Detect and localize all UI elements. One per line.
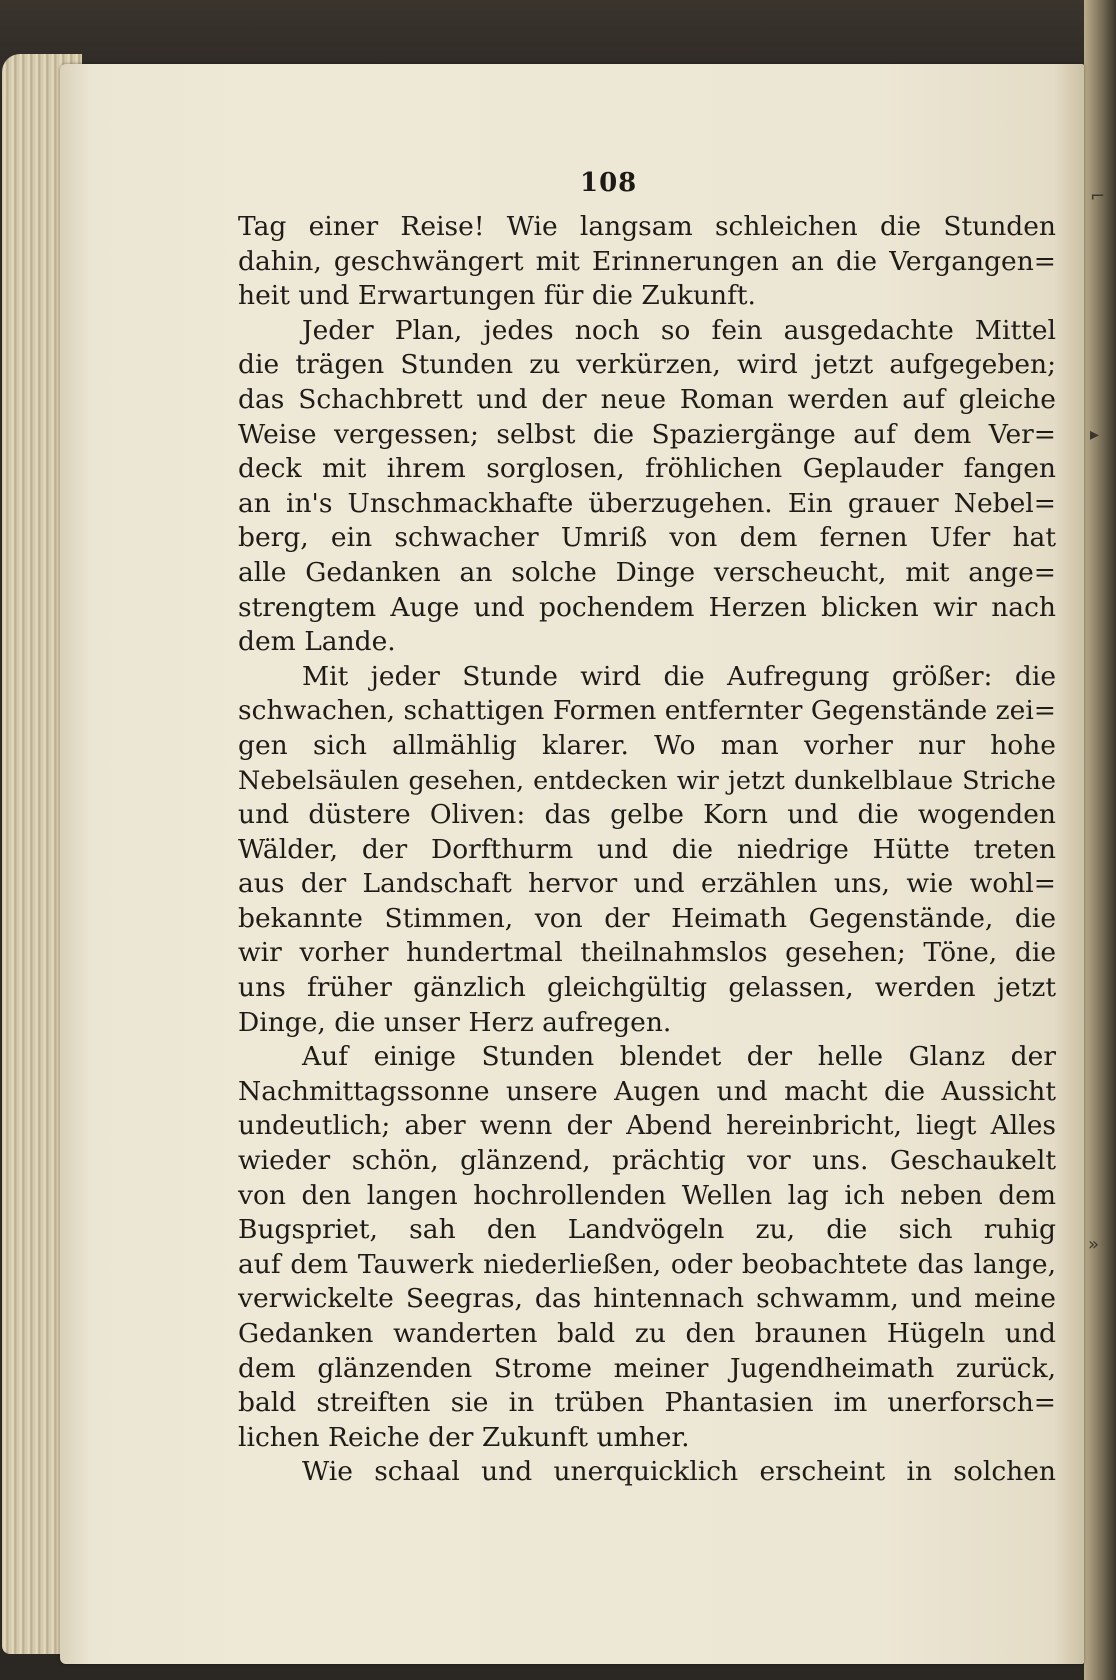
text-line: heit und Erwartungen für die Zukunft. <box>238 280 756 312</box>
text-line: an in's Unschmackhafte überzugehen. Ein grauer Nebel= <box>238 487 1056 519</box>
text-line: gen sich allmählig klarer. Wo man vorher nur hohe <box>238 729 1056 761</box>
body-text <box>238 210 1056 1490</box>
page-number: 108 <box>580 168 638 198</box>
text-line: bald streiften sie in trüben Phantasien im unerforsch= <box>238 1387 1056 1419</box>
margin-mark: ▸ <box>1090 424 1100 445</box>
text-line: Mit jeder Stunde wird die Aufregung größer: die <box>302 660 1056 692</box>
text-line: Bugspriet, sah den Landvögeln zu, die sich ruhig <box>238 1214 1056 1246</box>
text-line: undeutlich; aber wenn der Abend hereinbricht, liegt Alles <box>238 1110 1056 1142</box>
text-line: Nebelsäulen gesehen, entdecken wir jetzt dunkelblaue Striche <box>238 765 1056 796</box>
text-line: deck mit ihrem sorglosen, fröhlichen Geplauder fangen <box>238 453 1056 485</box>
text-line: von den langen hochrollenden Wellen lag ich neben dem <box>238 1179 1056 1211</box>
text-line: wir vorher hundertmal theilnahmslos gesehen; Töne, die <box>238 937 1056 969</box>
text-line: lichen Reiche der Zukunft umher. <box>238 1421 690 1453</box>
text-line: Tag einer Reise! Wie langsam schleichen die Stunden <box>238 211 1056 242</box>
text-line: berg, ein schwacher Umriß von dem fernen Ufer hat <box>238 522 1056 554</box>
text-line: Auf einige Stunden blendet der helle Glanz der <box>302 1041 1056 1073</box>
text-line: Jeder Plan, jedes noch so fein ausgedachte Mittel <box>302 314 1056 346</box>
text-line: uns früher gänzlich gleichgültig gelassen, werden jetzt <box>238 972 1056 1004</box>
text-line: alle Gedanken an solche Dinge verscheucht, mit ange= <box>238 556 1056 588</box>
text-line: Nachmittagssonne unsere Augen und macht die Aussicht <box>238 1075 1056 1107</box>
text-line: Weise vergessen; selbst die Spaziergänge auf dem Ver= <box>238 418 1056 450</box>
text-line: dem glänzenden Strome meiner Jugendheimath zurück, <box>238 1352 1056 1384</box>
text-line: Dinge, die unser Herz aufregen. <box>238 1006 672 1038</box>
text-line: dem Lande. <box>238 626 396 658</box>
text-line: aus der Landschaft hervor und erzählen uns, wie wohl= <box>238 868 1056 900</box>
margin-mark: ⌐ <box>1090 186 1106 207</box>
text-line: Wälder, der Dorfthurm und die niedrige Hütte treten <box>238 833 1056 865</box>
text-line: und düstere Oliven: das gelbe Korn und die wogenden <box>238 799 1056 831</box>
text-line: wieder schön, glänzend, prächtig vor uns. Geschaukelt <box>238 1145 1056 1177</box>
text-line: strengtem Auge und pochendem Herzen blicken wir nach <box>238 591 1056 623</box>
text-line: das Schachbrett und der neue Roman werden auf gleiche <box>238 383 1056 415</box>
text-line: auf dem Tauwerk niederließen, oder beobachtete das lange, <box>238 1248 1056 1280</box>
text-line: dahin, geschwängert mit Erinnerungen an die Vergangen= <box>238 245 1056 277</box>
text-line: bekannte Stimmen, von der Heimath Gegenstände, die <box>238 902 1056 934</box>
text-line: Wie schaal und unerquicklich erscheint in solchen <box>302 1456 1056 1488</box>
book-spine-edge <box>1084 0 1116 1680</box>
text-line: die trägen Stunden zu verkürzen, wird jetzt aufgegeben; <box>238 349 1056 381</box>
text-line: verwickelte Seegras, das hintennach schwamm, und meine <box>238 1283 1056 1315</box>
margin-mark: » <box>1088 1234 1100 1255</box>
text-line: schwachen, schattigen Formen entfernter Gegenstände zei= <box>238 695 1056 727</box>
text-line: Gedanken wanderten bald zu den braunen Hügeln und <box>238 1318 1056 1349</box>
